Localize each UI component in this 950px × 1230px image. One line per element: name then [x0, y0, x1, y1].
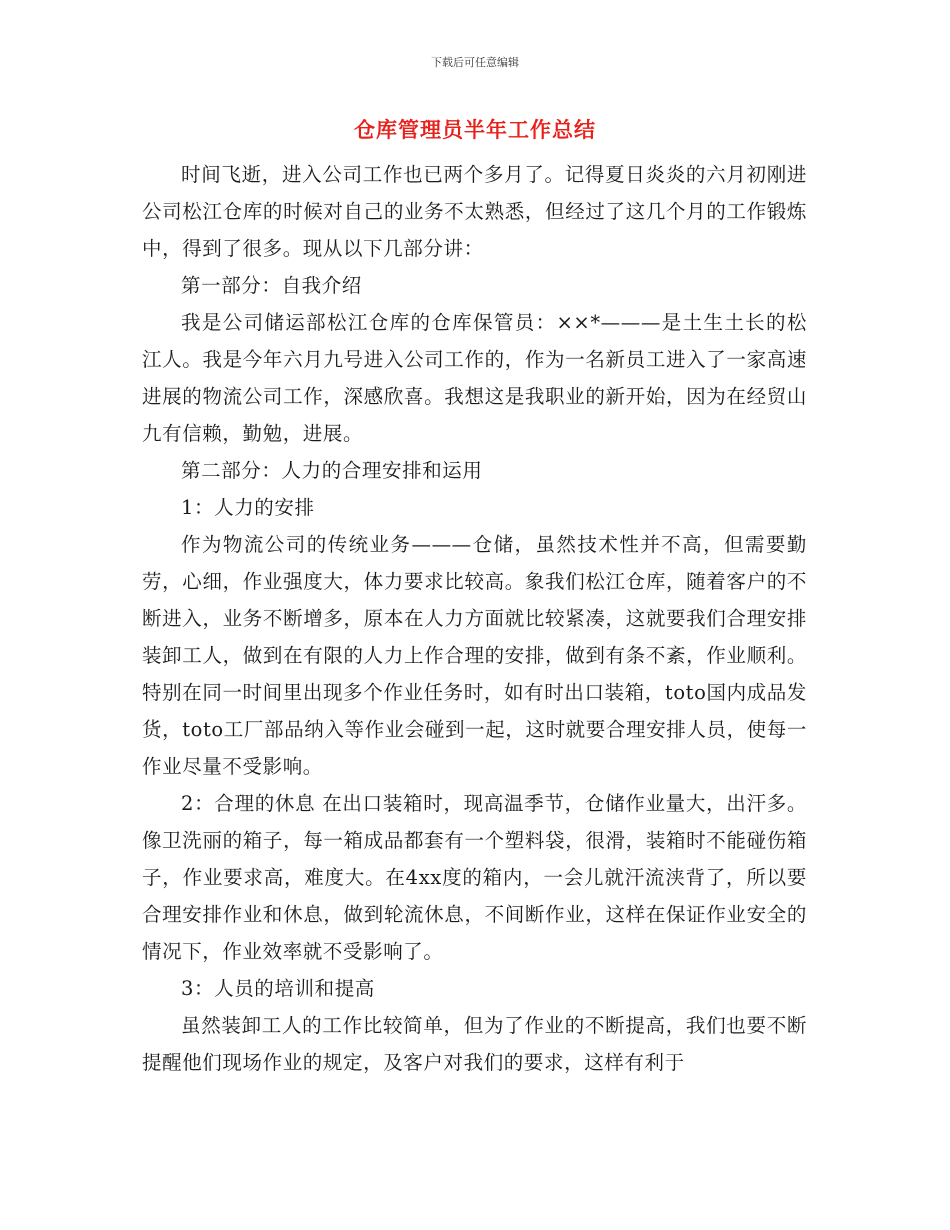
paragraph-staffing: 作为物流公司的传统业务———仓储，虽然技术性并不高，但需要勤劳，心细，作业强度大，体力要求比较高。象我们松江仓库，随着客户的不断进入，业务不断增多，原本在人力方面就比较紧凑，这就要我们合理安排装卸工人，做到在有限的人力上作合理的安排，做到有条不紊，作业顺利。特别在同一时间里出现多个作业任务时，如有时出口装箱，toto国内成品发货，toto工厂部品纳入等作业会碰到一起，这时就要合理安排人员，使每一作业尽量不受影响。 — [142, 533, 807, 778]
paragraph-rest: 2：合理的休息 在出口装箱时，现高温季节，仓储作业量大，出汗多。像卫洗丽的箱子，每一箱成品都套有一个塑料袋，很滑，装箱时不能碰伤箱子，作业要求高，难度大。在4xx度的箱内，一会儿就汗流浃背了，所以要合理安排作业和休息，做到轮流休息，不间断作业，这样在保证作业安全的情况下，作业效率就不受影响了。 — [142, 792, 807, 963]
header-note: 下载后可任意编辑 — [431, 56, 519, 69]
subheading-3: 3：人员的培训和提高 — [181, 977, 375, 1000]
paragraph-self-intro: 我是公司储运部松江仓库的仓库保管员：××*———是土生土长的松江人。我是今年六月九号进入公司工作的，作为一名新员工进入了一家高速进展的物流公司工作，深感欣喜。我想这是我职业的新开始，因为在经贸山九有信赖，勤勉，进展。 — [142, 311, 807, 445]
section-heading-1: 第一部分：自我介绍 — [181, 274, 362, 297]
paragraph-intro: 时间飞逝，进入公司工作也已两个多月了。记得夏日炎炎的六月初刚进公司松江仓库的时候对自己的业务不太熟悉，但经过了这几个月的工作锻炼中，得到了很多。现从以下几部分讲： — [142, 163, 807, 260]
section-heading-2: 第二部分：人力的合理安排和运用 — [181, 459, 483, 482]
document-body — [142, 156, 807, 1081]
document-title: 仓库管理员半年工作总结 — [354, 117, 596, 142]
paragraph-training: 虽然装卸工人的工作比较简单，但为了作业的不断提高，我们也要不断提醒他们现场作业的规定，及客户对我们的要求，这样有利于 — [142, 1014, 807, 1074]
subheading-1: 1：人力的安排 — [181, 496, 315, 519]
